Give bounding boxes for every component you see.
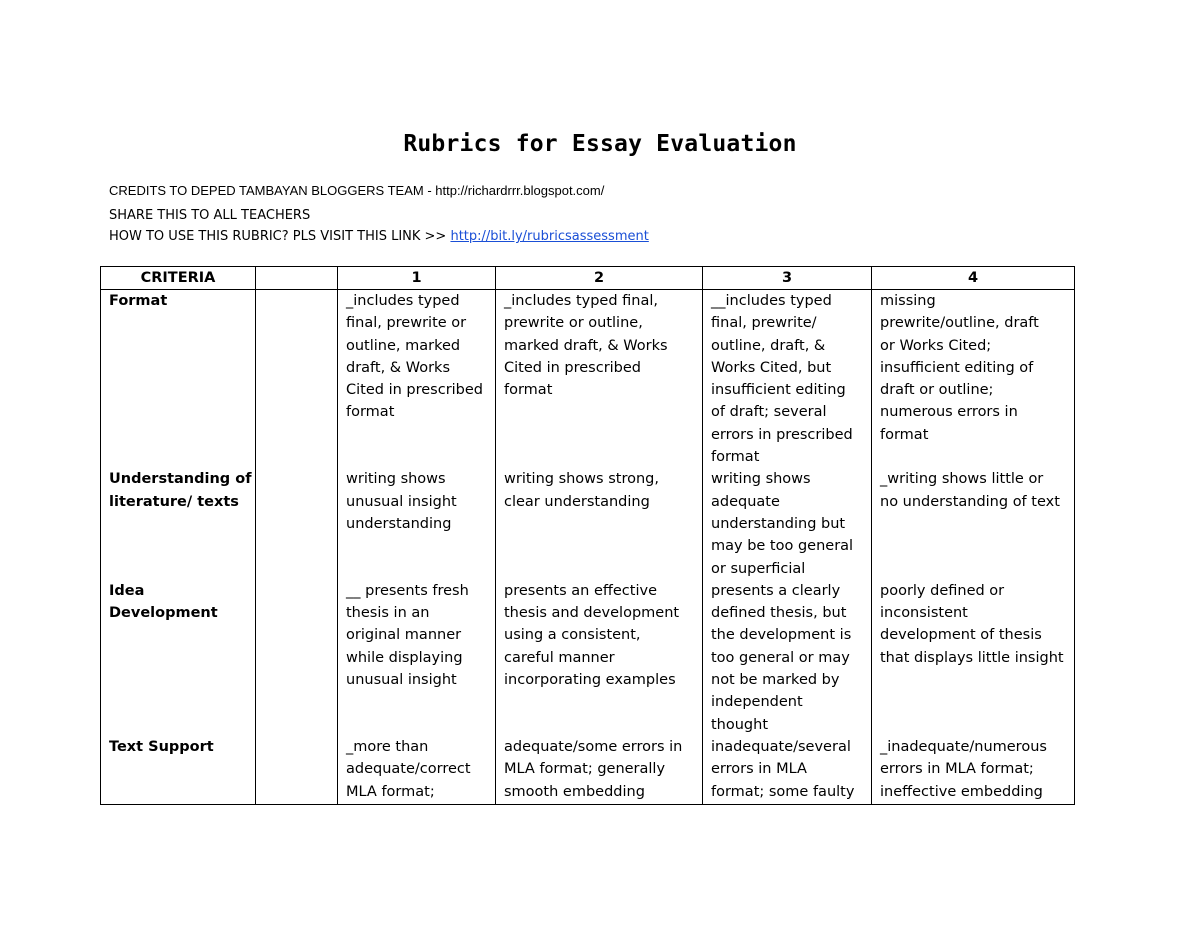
- cell-line: Format: [109, 293, 168, 309]
- cell-line: literature/ texts: [109, 493, 239, 510]
- cell-line: of draft; several: [711, 404, 827, 421]
- score-4-cell: [872, 468, 1075, 579]
- blank-cell: [256, 468, 338, 579]
- criteria-cell: [101, 580, 256, 736]
- cell-line: or superficial: [711, 560, 806, 577]
- score-1-cell: [338, 290, 496, 469]
- header-row: [101, 267, 1075, 290]
- cell-line: while displaying: [346, 649, 463, 666]
- cell-line: independent: [711, 694, 803, 711]
- cell-line: adequate/some errors in: [504, 738, 683, 755]
- cell-line: inconsistent: [880, 605, 968, 622]
- share-line: SHARE THIS TO ALL TEACHERS: [109, 208, 311, 223]
- cell-line: understanding: [346, 515, 452, 532]
- cell-line: careful manner: [504, 649, 615, 666]
- cell-line: marked draft, & Works: [504, 337, 668, 354]
- cell-line: format; some faulty: [711, 783, 855, 800]
- table-row-idea-development: [101, 580, 1075, 736]
- cell-line: presents an effective: [504, 582, 657, 599]
- cell-line: understanding but: [711, 515, 846, 532]
- cell-line: errors in MLA format;: [880, 761, 1034, 778]
- cell-line: Development: [109, 605, 218, 622]
- cell-line: __includes typed: [711, 293, 832, 309]
- header-score-1: 1: [338, 267, 496, 290]
- criteria-cell: [101, 736, 256, 805]
- page-title: Rubrics for Essay Evaluation: [403, 131, 797, 157]
- score-3-cell: [703, 580, 872, 736]
- rubric-table: [100, 266, 1075, 805]
- cell-line: Cited in prescribed: [346, 382, 484, 399]
- cell-line: errors in prescribed: [711, 426, 853, 443]
- table-row-understanding: [101, 468, 1075, 579]
- score-1-cell: [338, 580, 496, 736]
- cell-line: writing shows strong,: [504, 471, 659, 488]
- score-4-cell: [872, 736, 1075, 805]
- cell-line: development of thesis: [880, 627, 1042, 644]
- cell-line: Cited in prescribed: [504, 359, 642, 376]
- cell-line: too general or may: [711, 649, 850, 666]
- table-row-text-support: [101, 736, 1075, 805]
- cell-line: writing shows: [346, 471, 446, 488]
- criteria-cell: [101, 290, 256, 469]
- cell-line: missing: [880, 293, 936, 309]
- cell-line: insufficient editing of: [880, 359, 1034, 376]
- header-blank: [256, 267, 338, 290]
- blank-cell: [256, 580, 338, 736]
- cell-line: adequate: [711, 493, 780, 510]
- cell-line: incorporating examples: [504, 672, 676, 689]
- cell-line: numerous errors in: [880, 404, 1018, 421]
- cell-line: MLA format; generally: [504, 761, 666, 778]
- cell-line: Works Cited, but: [711, 359, 832, 376]
- score-2-cell: [496, 580, 703, 736]
- cell-line: thesis and development: [504, 605, 680, 622]
- cell-line: draft or outline;: [880, 382, 994, 399]
- cell-line: not be marked by: [711, 672, 840, 689]
- cell-line: _includes typed final,: [504, 293, 658, 309]
- cell-line: outline, draft, &: [711, 337, 826, 354]
- cell-line: unusual insight: [346, 493, 457, 510]
- table-row-format: [101, 290, 1075, 469]
- cell-line: _writing shows little or: [880, 471, 1044, 488]
- score-4-cell: [872, 580, 1075, 736]
- cell-line: format: [711, 449, 760, 466]
- cell-line: defined thesis, but: [711, 605, 847, 622]
- criteria-cell: [101, 468, 256, 579]
- cell-line: final, prewrite/: [711, 315, 817, 332]
- cell-line: original manner: [346, 627, 462, 644]
- cell-line: unusual insight: [346, 672, 457, 689]
- cell-line: using a consistent,: [504, 627, 641, 644]
- cell-line: _includes typed: [346, 293, 460, 309]
- cell-line: smooth embedding: [504, 783, 645, 800]
- header-criteria: CRITERIA: [101, 267, 256, 290]
- cell-line: format: [880, 426, 929, 443]
- cell-line: format: [504, 382, 553, 399]
- cell-line: that displays little insight: [880, 649, 1064, 666]
- blank-cell: [256, 736, 338, 805]
- cell-line: __ presents fresh: [346, 582, 469, 599]
- cell-line: presents a clearly: [711, 582, 841, 599]
- cell-line: format: [346, 404, 395, 421]
- score-2-cell: [496, 736, 703, 805]
- cell-line: adequate/correct: [346, 761, 471, 778]
- cell-line: inadequate/several: [711, 738, 851, 755]
- rubric-link[interactable]: http://bit.ly/rubricsassessment: [450, 229, 649, 244]
- cell-line: Text Support: [109, 738, 214, 755]
- cell-line: thought: [711, 716, 769, 733]
- cell-line: outline, marked: [346, 337, 461, 354]
- cell-line: clear understanding: [504, 493, 650, 510]
- cell-line: MLA format;: [346, 783, 435, 800]
- header-score-4: 4: [872, 267, 1075, 290]
- header-score-2: 2: [496, 267, 703, 290]
- score-3-cell: [703, 290, 872, 469]
- cell-line: writing shows: [711, 471, 811, 488]
- score-1-cell: [338, 736, 496, 805]
- blank-cell: [256, 290, 338, 469]
- score-1-cell: [338, 468, 496, 579]
- header-score-3: 3: [703, 267, 872, 290]
- cell-line: prewrite/outline, draft: [880, 315, 1039, 332]
- score-2-cell: [496, 468, 703, 579]
- cell-line: the development is: [711, 627, 852, 644]
- score-4-cell: [872, 290, 1075, 469]
- cell-line: thesis in an: [346, 605, 430, 622]
- cell-line: may be too general: [711, 538, 854, 555]
- cell-line: _more than: [346, 738, 429, 755]
- cell-line: ineffective embedding: [880, 783, 1043, 800]
- credits-line: CREDITS TO DEPED TAMBAYAN BLOGGERS TEAM - http://richardrrr.blogspot.com/: [109, 183, 605, 198]
- score-3-cell: [703, 468, 872, 579]
- cell-line: prewrite or outline,: [504, 315, 643, 332]
- cell-line: poorly defined or: [880, 582, 1005, 599]
- score-3-cell: [703, 736, 872, 805]
- score-2-cell: [496, 290, 703, 469]
- cell-line: errors in MLA: [711, 761, 807, 778]
- cell-line: draft, & Works: [346, 359, 450, 376]
- cell-line: Idea: [109, 582, 145, 599]
- cell-line: _inadequate/numerous: [880, 738, 1047, 755]
- cell-line: or Works Cited;: [880, 337, 992, 354]
- cell-line: insufficient editing: [711, 382, 846, 399]
- cell-line: Understanding of: [109, 471, 252, 488]
- how-to-line: [109, 229, 649, 244]
- cell-line: no understanding of text: [880, 493, 1060, 510]
- cell-line: final, prewrite or: [346, 315, 467, 332]
- how-to-prefix: HOW TO USE THIS RUBRIC? PLS VISIT THIS LINK >>: [109, 229, 451, 244]
